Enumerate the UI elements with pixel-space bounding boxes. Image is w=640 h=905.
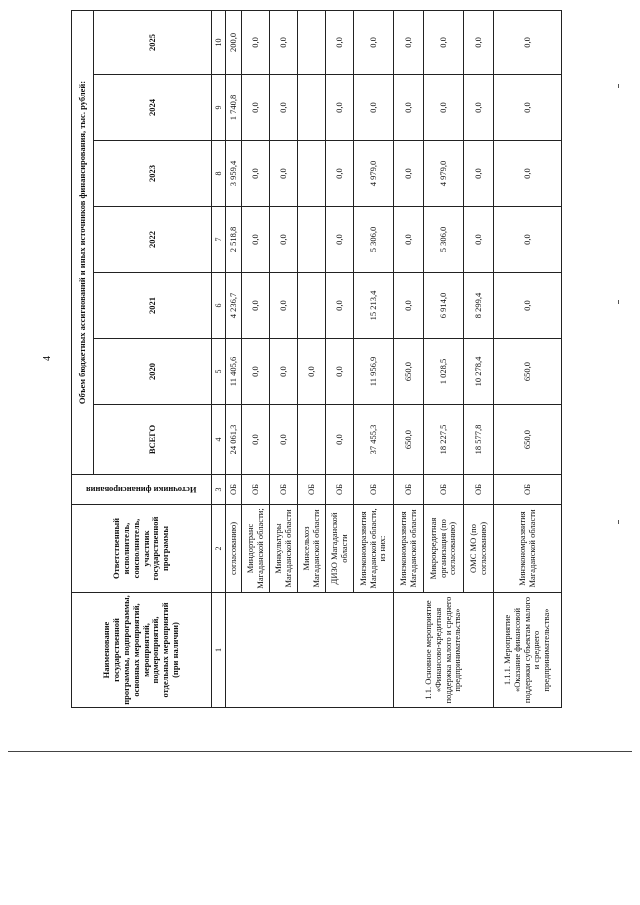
value-cell: 0,0 bbox=[270, 10, 298, 74]
header-year: 2023 bbox=[94, 141, 212, 207]
value-cell: 0,0 bbox=[270, 339, 298, 405]
col-number: 5 bbox=[212, 339, 226, 405]
executor-cell: Минэкономразвития Магаданской области, из них: bbox=[354, 505, 394, 593]
value-cell: 0,0 bbox=[298, 339, 326, 405]
value-cell: 5 306,0 bbox=[424, 207, 464, 273]
col-number: 8 bbox=[212, 141, 226, 207]
value-cell: 0,0 bbox=[242, 10, 270, 74]
value-cell: 4 979,0 bbox=[354, 141, 394, 207]
source-cell: ОБ bbox=[326, 475, 354, 505]
executor-cell: Миндортранс Магаданской области; bbox=[242, 505, 270, 593]
value-cell: 5 306,0 bbox=[354, 207, 394, 273]
col-number: 10 bbox=[212, 10, 226, 74]
value-cell: 0,0 bbox=[242, 405, 270, 475]
value-cell: 0,0 bbox=[424, 75, 464, 141]
header-year: 2022 bbox=[94, 207, 212, 273]
financing-table bbox=[71, 10, 562, 708]
executor-cell: согласованию) bbox=[226, 505, 242, 593]
col-number: 7 bbox=[212, 207, 226, 273]
value-cell: 0,0 bbox=[242, 273, 270, 339]
value-cell: 0,0 bbox=[326, 273, 354, 339]
value-cell: 0,0 bbox=[494, 141, 562, 207]
value-cell: 0,0 bbox=[394, 273, 424, 339]
col-number: 2 bbox=[212, 505, 226, 593]
value-cell bbox=[298, 207, 326, 273]
value-cell bbox=[298, 405, 326, 475]
rotated-page bbox=[71, 11, 640, 708]
header-source-text: Источники финансирования bbox=[86, 485, 197, 496]
value-cell: 0,0 bbox=[464, 75, 494, 141]
value-cell: 0,0 bbox=[494, 273, 562, 339]
value-cell: 0,0 bbox=[464, 10, 494, 74]
scan-mark bbox=[618, 84, 619, 88]
value-cell: 15 213,4 bbox=[354, 273, 394, 339]
source-cell: ОБ bbox=[424, 475, 464, 505]
value-cell: 18 577,8 bbox=[464, 405, 494, 475]
value-cell bbox=[298, 141, 326, 207]
header-total: ВСЕГО bbox=[94, 405, 212, 475]
value-cell bbox=[298, 75, 326, 141]
value-cell: 0,0 bbox=[464, 207, 494, 273]
header-executor: Ответственный исполнитель, соисполнитель, участник государственной программы bbox=[72, 505, 212, 593]
value-cell: 0,0 bbox=[494, 75, 562, 141]
header-name: Наименование государственной программы, подпрограммы, основных мероприятий, мероприятий, подмероприятий, отдельных мероприятий (при наличии) bbox=[72, 593, 212, 708]
value-cell: 0,0 bbox=[326, 75, 354, 141]
value-cell: 0,0 bbox=[354, 10, 394, 74]
scan-mark bbox=[618, 520, 619, 524]
value-cell: 37 455,3 bbox=[354, 405, 394, 475]
value-cell: 6 914,0 bbox=[424, 273, 464, 339]
value-cell: 3 959,4 bbox=[226, 141, 242, 207]
value-cell: 0,0 bbox=[270, 207, 298, 273]
row-name-cell: 1.1. Основное мероприятие «Финансово-кредитная поддержка малого и среднего предпринимательства» bbox=[394, 593, 494, 708]
scan-mark bbox=[618, 300, 619, 304]
value-cell: 0,0 bbox=[242, 75, 270, 141]
source-cell: ОБ bbox=[270, 475, 298, 505]
col-number: 3 bbox=[212, 475, 226, 505]
value-cell: 0,0 bbox=[394, 10, 424, 74]
executor-cell: ДИЗО Магаданской области bbox=[326, 505, 354, 593]
value-cell: 0,0 bbox=[326, 141, 354, 207]
source-cell: ОБ bbox=[464, 475, 494, 505]
value-cell: 4 979,0 bbox=[424, 141, 464, 207]
value-cell: 0,0 bbox=[326, 405, 354, 475]
executor-cell: Микрокредитная организация (по согласованию) bbox=[424, 505, 464, 593]
source-cell: ОБ bbox=[226, 475, 242, 505]
value-cell: 0,0 bbox=[424, 10, 464, 74]
value-cell: 0,0 bbox=[242, 339, 270, 405]
value-cell: 1 740,8 bbox=[226, 75, 242, 141]
row-name-cell: 1.1.1. Мероприятие «Оказание финансовой поддержки субъектам малого и среднего предпринимательства» bbox=[494, 593, 562, 708]
value-cell: 0,0 bbox=[270, 141, 298, 207]
header-year: 2024 bbox=[94, 75, 212, 141]
value-cell: 11 956,9 bbox=[354, 339, 394, 405]
value-cell: 0,0 bbox=[242, 141, 270, 207]
value-cell: 0,0 bbox=[464, 141, 494, 207]
source-cell: ОБ bbox=[494, 475, 562, 505]
source-cell: ОБ bbox=[354, 475, 394, 505]
value-cell: 0,0 bbox=[394, 207, 424, 273]
value-cell: 0,0 bbox=[326, 10, 354, 74]
value-cell bbox=[298, 273, 326, 339]
col-number: 1 bbox=[212, 593, 226, 708]
value-cell: 10 278,4 bbox=[464, 339, 494, 405]
value-cell: 0,0 bbox=[494, 10, 562, 74]
executor-cell: ОМС МО (по согласованию) bbox=[464, 505, 494, 593]
value-cell: 8 299,4 bbox=[464, 273, 494, 339]
value-cell: 0,0 bbox=[494, 207, 562, 273]
page-number: 4 bbox=[42, 356, 53, 361]
value-cell: 4 236,7 bbox=[226, 273, 242, 339]
value-cell: 2 518,8 bbox=[226, 207, 242, 273]
value-cell: 0,0 bbox=[326, 339, 354, 405]
header-year: 2020 bbox=[94, 339, 212, 405]
header-year: 2025 bbox=[94, 10, 212, 74]
row-name-cell bbox=[226, 593, 394, 708]
value-cell: 18 227,5 bbox=[424, 405, 464, 475]
value-cell: 0,0 bbox=[394, 75, 424, 141]
value-cell: 650,0 bbox=[494, 405, 562, 475]
executor-cell: Минэкономразвития Магаданской области bbox=[394, 505, 424, 593]
value-cell: 0,0 bbox=[394, 141, 424, 207]
source-cell: ОБ bbox=[242, 475, 270, 505]
header-year: 2021 bbox=[94, 273, 212, 339]
col-number: 6 bbox=[212, 273, 226, 339]
value-cell: 1 028,5 bbox=[424, 339, 464, 405]
value-cell: 650,0 bbox=[394, 339, 424, 405]
source-cell: ОБ bbox=[298, 475, 326, 505]
value-cell: 0,0 bbox=[326, 207, 354, 273]
value-cell bbox=[298, 10, 326, 74]
value-cell: 0,0 bbox=[242, 207, 270, 273]
col-number: 9 bbox=[212, 75, 226, 141]
value-cell: 11 405,6 bbox=[226, 339, 242, 405]
executor-cell: Минкультуры Магаданской области bbox=[270, 505, 298, 593]
value-cell: 200,0 bbox=[226, 10, 242, 74]
value-cell: 0,0 bbox=[270, 273, 298, 339]
header-source bbox=[72, 475, 212, 505]
divider-line bbox=[8, 751, 632, 752]
executor-cell: Минэкономразвития Магаданской области bbox=[494, 505, 562, 593]
col-number: 4 bbox=[212, 405, 226, 475]
value-cell: 650,0 bbox=[394, 405, 424, 475]
source-cell: ОБ bbox=[394, 475, 424, 505]
value-cell: 0,0 bbox=[354, 75, 394, 141]
value-cell: 0,0 bbox=[270, 75, 298, 141]
value-cell: 0,0 bbox=[270, 405, 298, 475]
value-cell: 650,0 bbox=[494, 339, 562, 405]
executor-cell: Минсельхоз Магаданской области bbox=[298, 505, 326, 593]
header-volume: Объем бюджетных ассигнований и иных источников финансирования, тыс. рублей: bbox=[72, 10, 94, 474]
value-cell: 24 061,3 bbox=[226, 405, 242, 475]
